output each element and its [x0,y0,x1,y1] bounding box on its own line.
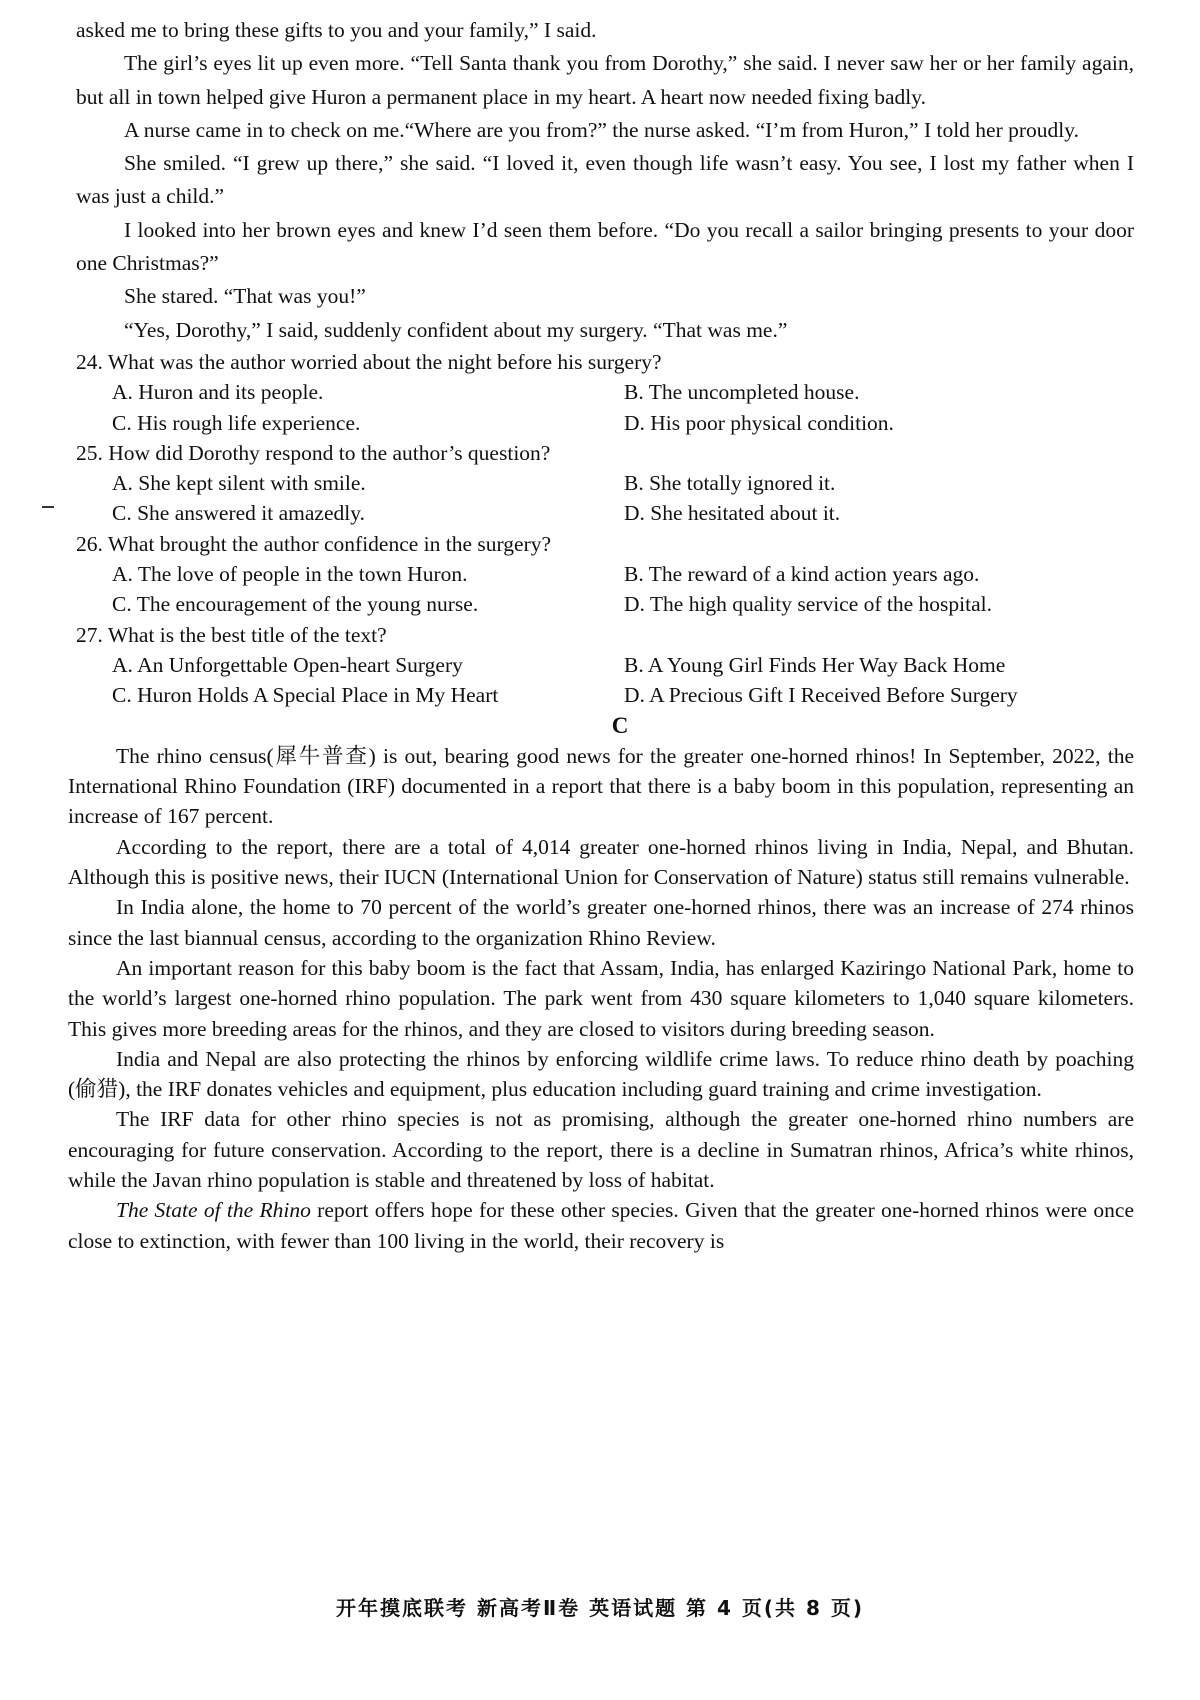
option-d: D. His poor physical condition. [624,410,894,435]
passage-c-paragraph: India and Nepal are also protecting the rhinos by enforcing wildlife crime laws. To reduce rhino death by poaching (偷猎), the IRF donates vehicles and equipment, plus education including guard training and crime investigation. [68,1046,1134,1102]
question-block [76,347,1134,711]
passage-b [76,14,1134,347]
option-a: A. Huron and its people. [112,380,324,405]
answer-options [76,377,1134,438]
option-c: C. She answered it amazedly. [112,501,365,526]
passage-b-paragraph: The girl’s eyes lit up even more. “Tell Santa thank you from Dorothy,” she said. I never saw her or her family again, but all in town helped give Huron a permanent place in my heart. A heart now needed fixing badly. [76,51,1134,109]
page-footer: 开年摸底联考 新高考Ⅱ卷 英语试题 第 4 页(共 8 页) [335,1596,865,1620]
margin-mark [42,506,54,508]
option-d: D. She hesitated about it. [624,501,841,526]
question-26 [76,529,1134,620]
option-b: B. The reward of a kind action years ago. [624,562,980,587]
section-heading: C [611,712,629,738]
question-stem: 25. How did Dorothy respond to the author’s question? [76,440,551,465]
passage-b-paragraph: She smiled. “I grew up there,” she said. “I loved it, even though life wasn’t easy. You see, I lost my father when I was just a child.” [76,151,1134,209]
question-25 [76,438,1134,529]
passage-c-paragraph [68,1195,1134,1256]
passage-c-paragraph: An important reason for this baby boom is the fact that Assam, India, has enlarged Kaziringo National Park, home to the world’s largest one-horned rhino population. The park went from 430 square kilometers to 1,040 square kilometers. This gives more breeding areas for the rhinos, and they are closed to visitors during breeding season. [68,955,1134,1041]
passage-c-paragraph: According to the report, there are a total of 4,014 greater one-horned rhinos living in India, Nepal, and Bhutan. Although this is positive news, their IUCN (International Union for Conservation of Nature) status still remains vulnerable. [68,834,1134,890]
passage-c [68,741,1134,1256]
option-c: C. His rough life experience. [112,410,361,435]
option-a: A. An Unforgettable Open-heart Surgery [112,652,463,677]
passage-b-paragraph: A nurse came in to check on me.“Where are you from?” the nurse asked. “I’m from Huron,” I told her proudly. [124,117,1079,142]
option-a: A. She kept silent with smile. [112,471,366,496]
answer-options [76,559,1134,620]
option-c: C. Huron Holds A Special Place in My Heart [112,683,499,708]
question-stem: 26. What brought the author confidence in the surgery? [76,531,552,556]
paragraph-text: report offers hope for these other species. Given that the greater one-horned rhinos were once close to extinction, with fewer than 100 living in the world, their recovery is [68,1198,1134,1253]
passage-b-paragraph: “Yes, Dorothy,” I said, suddenly confident about my surgery. “That was me.” [124,317,788,342]
option-b: B. A Young Girl Finds Her Way Back Home [624,652,1006,677]
page-content [68,14,1134,1256]
answer-options [76,468,1134,529]
option-b: B. The uncompleted house. [624,380,860,405]
option-a: A. The love of people in the town Huron. [112,562,468,587]
passage-b-paragraph: She stared. “That was you!” [124,284,366,309]
question-stem: 24. What was the author worried about the night before his surgery? [76,349,662,374]
option-b: B. She totally ignored it. [624,471,836,496]
question-27 [76,620,1134,711]
option-d: D. A Precious Gift I Received Before Surgery [624,683,1018,708]
question-stem: 27. What is the best title of the text? [76,622,387,647]
passage-c-paragraph: The rhino census(犀牛普查) is out, bearing good news for the greater one-horned rhinos! In September, 2022, the International Rhino Foundation (IRF) documented in a report that there is a baby boom in this population, representing an increase of 167 percent. [68,743,1134,829]
passage-c-paragraph: In India alone, the home to 70 percent of the world’s greater one-horned rhinos, there was an increase of 274 rhinos since the last biannual census, according to the organization Rhino Review. [68,895,1134,950]
option-d: D. The high quality service of the hospital. [624,592,993,617]
answer-options [76,650,1134,711]
report-title: The State of the Rhino [116,1198,311,1223]
passage-b-paragraph: asked me to bring these gifts to you and your family,” I said. [76,18,597,42]
question-24 [76,347,1134,438]
option-c: C. The encouragement of the young nurse. [112,592,479,617]
passage-b-paragraph: I looked into her brown eyes and knew I’d seen them before. “Do you recall a sailor bringing presents to your door one Christmas?” [76,217,1134,276]
passage-c-paragraph: The IRF data for other rhino species is not as promising, although the greater one-horned rhino numbers are encouraging for future conservation. According to the report, there is a decline in Sumatran rhinos, Africa’s white rhinos, while the Javan rhino population is stable and threatened by loss of habitat. [68,1107,1134,1192]
